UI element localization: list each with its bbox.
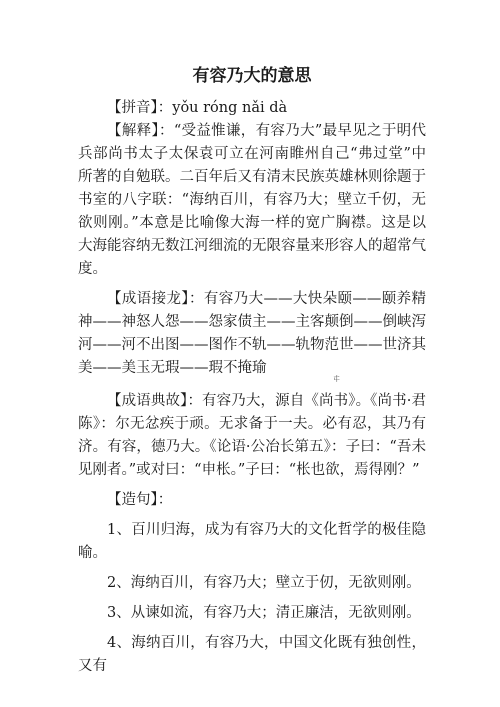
example-sentence-1: 1、百川归海，成为有容乃大的文化哲学的极佳隐喻。	[78, 522, 426, 561]
explanation-paragraph: 【解释】：“受益惟谦，有容乃大”最早见之于明代兵部尚书太子太保袁可立在河南睢州自己“弗过堂”中所著的自勉联。二百年后又有清末民族英雄林则徐题于书室的八字联：“海纳百川，有容乃大；壁立千仞，无欲则刚。”本意是比喻像大海一样的宽广胸襟。这是以大海能容纳无数江河细流的无限容量来形容人的超常气度。	[78, 123, 426, 277]
example-sentence-2: 2、海纳百川，有容乃大；壁立于仞，无欲则刚。	[107, 575, 421, 591]
stray-mark: 㐄	[333, 375, 340, 383]
pinyin-paragraph: 【拼音】：yǒu róng nǎi dà	[107, 100, 288, 116]
idiom-chain-paragraph: 【成语接龙】：有容乃大——大快朵颐——颐养精神——神怒人怨——怨家债主——主客颠倒——倒峡泻河——河不出图——图作不轨——轨物范世——世济其美——美玉无瑕——瑕不掩瑜	[78, 291, 426, 376]
example-sentence-3: 3、从谏如流，有容乃大；清正廉洁，无欲则刚。	[107, 605, 421, 621]
examples-heading: 【造句】：	[107, 492, 173, 508]
example-sentence-4: 4、海纳百川，有容乃大，中国文化既有独创性，又有	[78, 635, 426, 674]
origin-paragraph: 【成语典故】：有容乃大，源自《尚书》。《尚书·君陈》：尔无忿疾于顽。无求备于一夫。必有忍，其乃有济。有容，德乃大。《论语·公冶长第五》：子曰：“吾未见刚者。”或对曰：“申枨。”子曰：“枨也欲，焉得刚？”	[78, 393, 426, 478]
document-body	[78, 97, 426, 678]
page-title: 有容乃大的意思	[192, 66, 312, 86]
